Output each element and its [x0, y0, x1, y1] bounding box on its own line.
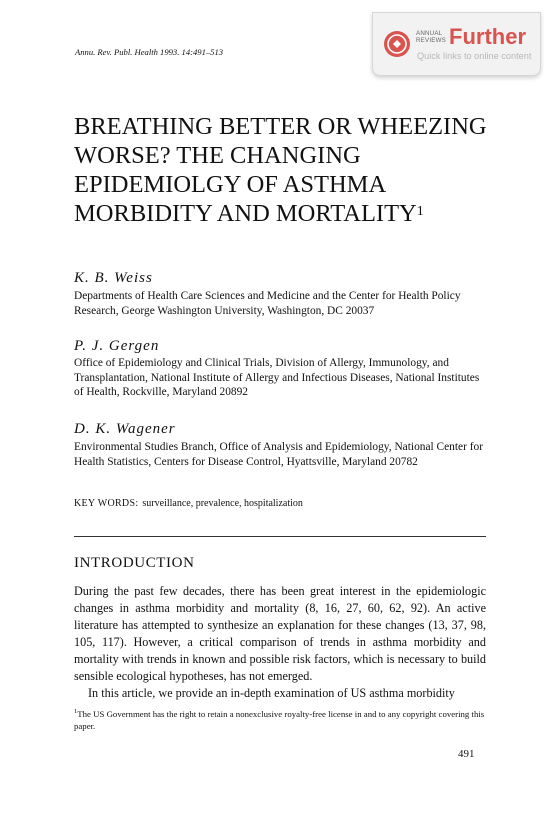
body-text: [74, 583, 486, 702]
badge-tagline: Quick links to online content: [417, 51, 532, 61]
author-affiliation: Departments of Health Care Sciences and Medicine and the Center for Health Policy Research, George Washington University, Washington, DC 20037: [74, 290, 461, 317]
title-footnote-mark: 1: [416, 204, 424, 219]
section-divider: [74, 536, 486, 537]
author-name: K. B. Weiss: [74, 270, 153, 286]
badge-publisher-label: ANNUAL REVIEWS: [416, 30, 446, 44]
author-affiliation: Environmental Studies Branch, Office of Analysis and Epidemiology, National Center for Health Statistics, Centers for Disease Control, Hyattsville, Maryland 20782: [74, 441, 484, 468]
footnote: $^1$The US Government has the right to retain a nonexclusive royalty-free license in and to any copyright covering this paper.: [74, 708, 485, 732]
badge-further-label: Further: [449, 24, 526, 49]
author-name: D. K. Wagener: [74, 421, 176, 437]
author-affiliation: Office of Epidemiology and Clinical Trials, Division of Allergy, Immunology, and Transplantation, National Institute of Allergy and Infectious Diseases, National Institutes of Health, Rockville, Maryland 20892: [74, 357, 480, 398]
page-number: 491: [458, 748, 475, 760]
paragraph: During the past few decades, there has been great interest in the epidemiologic changes in asthma morbidity and mortality (8, 16, 27, 60, 62, 92). An active literature has attempted to synthesize an explanation for these changes (13, 37, 98, 105, 117). However, a critical comparison of trends in asthma morbidity and mortality with trends in known and possible risk factors, which is necessary to build sensible ecological hypotheses, has not emerged.: [74, 584, 486, 683]
keywords-list: surveillance, prevalence, hospitalization: [142, 498, 303, 509]
keywords-label: KEY WORDS:: [74, 498, 139, 509]
article-title: BREATHING BETTER OR WHEEZING WORSE? THE CHANGING EPIDEMIOLGY OF ASTHMA MORBIDITY AND MORTALITY$^1$: [74, 113, 487, 227]
annual-reviews-logo-icon: [383, 30, 411, 58]
section-heading: INTRODUCTION: [74, 555, 195, 571]
footnote-mark: 1: [74, 708, 78, 715]
author-name: P. J. Gergen: [74, 338, 160, 354]
journal-citation: Annu. Rev. Publ. Health 1993. 14:491–513: [75, 47, 224, 57]
keywords: [74, 498, 303, 509]
paragraph: In this article, we provide an in-depth examination of US asthma morbidity: [88, 686, 455, 700]
further-reading-badge[interactable]: [372, 12, 541, 76]
